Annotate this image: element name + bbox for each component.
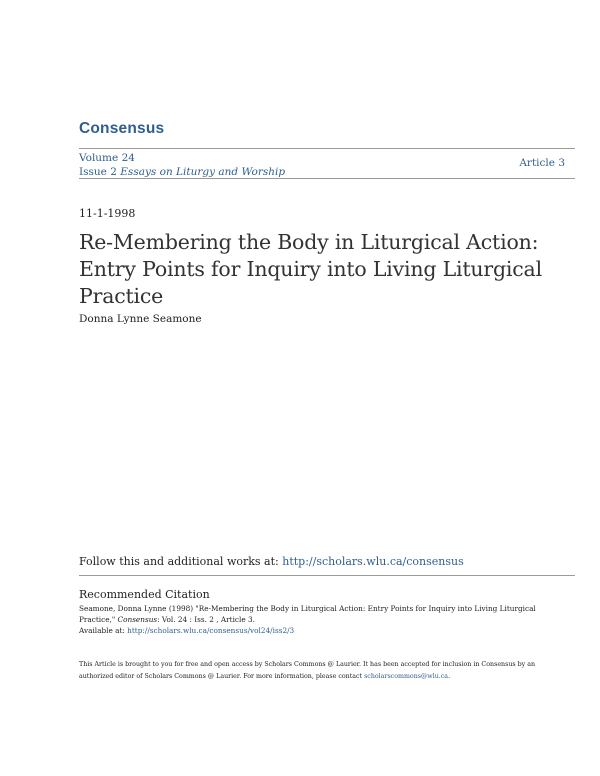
available-label: Available at: <box>79 626 128 635</box>
available-link[interactable]: http://scholars.wlu.ca/consensus/vol24/iss2/3 <box>127 626 295 635</box>
access-end: . <box>448 673 451 680</box>
contact-email-link[interactable]: scholarscommons@wlu.ca <box>364 673 449 680</box>
recommended-citation-heading: Recommended Citation <box>79 588 210 601</box>
header-divider-bottom <box>79 178 575 179</box>
follow-link[interactable]: http://scholars.wlu.ca/consensus <box>282 555 464 568</box>
open-access-note <box>79 659 549 683</box>
citation-part1: Seamone, Donna Lynne (1998) "Re-Membering the Body in Liturgical Action: Entry Points for Inquiry into Living Liturgical Practice," <box>79 604 536 624</box>
issue-line[interactable] <box>79 165 285 179</box>
citation-divider <box>79 575 575 576</box>
article-number[interactable]: Article 3 <box>519 157 565 169</box>
author-name: Donna Lynne Seamone <box>79 313 202 325</box>
issue-info <box>79 151 285 179</box>
journal-title: Consensus <box>79 120 165 137</box>
volume-link[interactable]: Volume 24 <box>79 152 135 164</box>
citation-part2: : Vol. 24 : Iss. 2 , Article 3. <box>157 615 255 624</box>
publication-date: 11-1-1998 <box>79 207 136 220</box>
access-text: This Article is brought to you for free and open access by Scholars Commons @ Laurier. It has been accepted for inclusion in Consensus by an authorized editor of Scholars Commons @ Laurier. For more information, please contact <box>79 661 536 680</box>
issue-prefix: Issue 2 <box>79 166 117 178</box>
follow-text: Follow this and additional works at: <box>79 555 283 568</box>
header-divider-top <box>79 148 575 149</box>
citation-journal: Consensus <box>117 615 158 624</box>
issue-title: Essays on Liturgy and Worship <box>120 166 286 178</box>
article-title: Re-Membering the Body in Liturgical Action: Entry Points for Inquiry into Living Liturgical Practice <box>79 230 542 308</box>
citation-text <box>79 603 549 636</box>
follow-line <box>79 555 464 568</box>
